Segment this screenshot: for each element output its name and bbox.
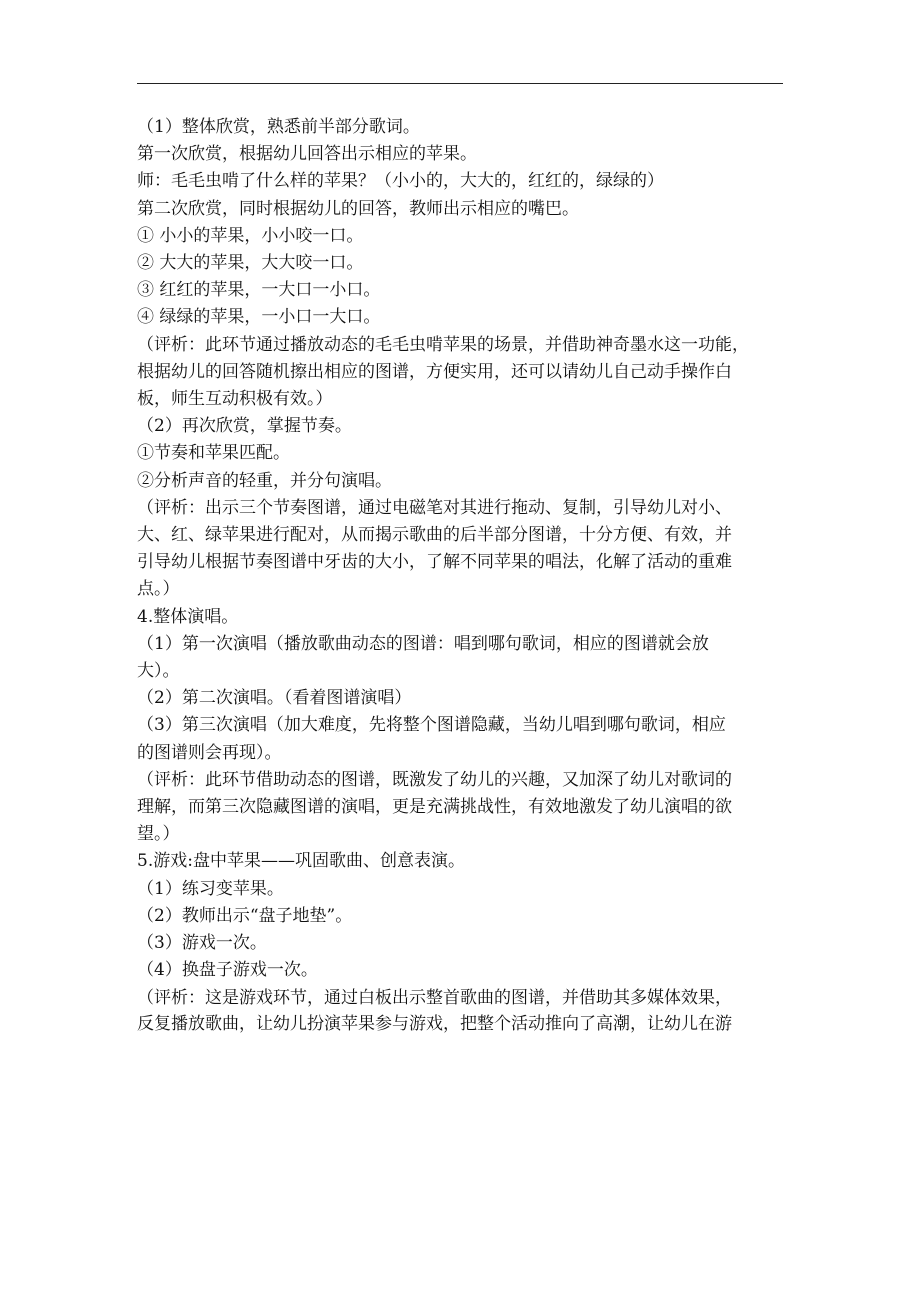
text-line: （1）第一次演唱（播放歌曲动态的图谱：唱到哪句歌词，相应的图谱就会放 [137,633,709,654]
text-line: ②分析声音的轻重，并分句演唱。 [137,470,392,491]
text-line: （4）换盘子游戏一次。 [137,960,318,981]
text-line: 点。） [137,579,180,600]
text-line: ③ 红红的苹果，一大口一小口。 [137,280,381,301]
text-line: 的图谱则会再现）。 [137,742,282,763]
text-line: （3）游戏一次。 [137,933,267,954]
text-line: ② 大大的苹果，大大咬一口。 [137,253,364,274]
text-line: 大、红、绿苹果进行配对，从而揭示歌曲的后半部分图谱，十分方便、有效，并 [137,525,732,546]
text-line: 大）。 [137,661,180,682]
text-line: 理解，而第三次隐藏图谱的演唱，更是充满挑战性，有效地激发了幼儿演唱的欲 [137,797,732,818]
text-line: （评析：这是游戏环节，通过白板出示整首歌曲的图谱，并借助其多媒体效果， [137,987,732,1008]
section-heading: 4.整体演唱。 [137,606,239,627]
text-line: 第二次欣赏，同时根据幼儿的回答，教师出示相应的嘴巴。 [137,198,579,219]
text-line: 望。） [137,824,180,845]
text-line: 引导幼儿根据节奏图谱中牙齿的大小，了解不同苹果的唱法，化解了活动的重难 [137,552,732,573]
text-line: 第一次欣赏，根据幼儿回答出示相应的苹果。 [137,144,477,165]
text-line: （1）整体欣赏，熟悉前半部分歌词。 [137,117,420,137]
document-body [137,114,787,1037]
text-line: （评析：出示三个节奏图谱，通过电磁笔对其进行拖动、复制，引导幼儿对小、 [137,497,732,518]
text-line: 板，师生互动积极有效。） [137,389,333,410]
header-rule [137,83,783,84]
text-line: ① 小小的苹果，小小咬一口。 [137,225,364,246]
text-line: 师：毛毛虫啃了什么样的苹果？（小小的，大大的，红红的，绿绿的） [137,171,664,192]
text-line: （2）第二次演唱。（看着图谱演唱） [137,688,412,709]
text-line: 反复播放歌曲，让幼儿扮演苹果参与游戏，把整个活动推向了高潮，让幼儿在游 [137,1013,732,1034]
text-line: （3）第三次演唱（加大难度，先将整个图谱隐藏，当幼儿唱到哪句歌词，相应 [137,715,726,736]
text-line: （2）再次欣赏，掌握节奏。 [137,416,352,437]
section-heading: 5.游戏:盘中苹果——巩固歌曲、创意表演。 [137,851,465,872]
text-line: （评析：此环节借助动态的图谱，既激发了幼儿的兴趣，又加深了幼儿对歌词的 [137,769,732,790]
text-line: （评析：此环节通过播放动态的毛毛虫啃苹果的场景，并借助神奇墨水这一功能， [137,334,749,355]
text-line: 根据幼儿的回答随机擦出相应的图谱，方便实用，还可以请幼儿自己动手操作白 [137,361,732,382]
text-line: ④ 绿绿的苹果，一小口一大口。 [137,307,381,328]
text-line: （2）教师出示“盘子地垫”。 [137,905,353,926]
text-line: （1）练习变苹果。 [137,878,284,899]
text-line: ①节奏和苹果匹配。 [137,443,290,464]
